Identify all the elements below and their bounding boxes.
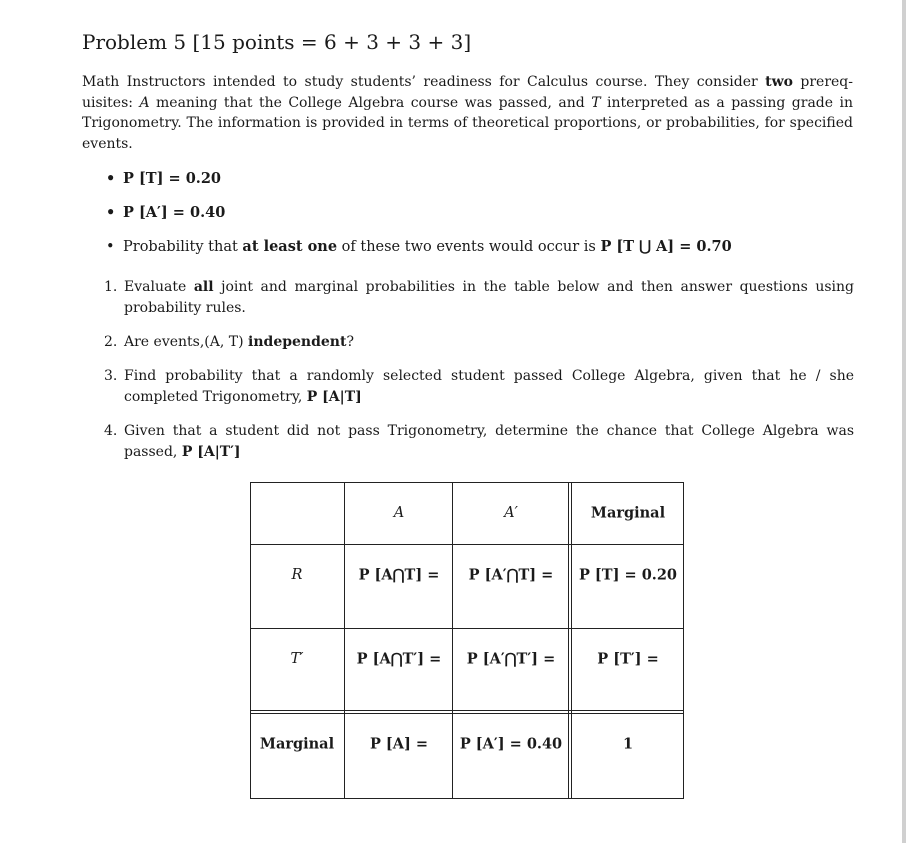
bullet3-text-c: of these two events would occur is bbox=[337, 239, 601, 255]
question-body: Are events,(A, T) independent? bbox=[124, 334, 354, 350]
question-body: Given that a student did not pass Trigonometry, determine the chance that College Algebra was passed, P [A|T′] bbox=[124, 423, 854, 460]
intro-text-4: interpreted as a passing grade in Trigonometry. The information is provided in terms of theoretical proportions, or probabilities, for specified events. bbox=[82, 94, 853, 152]
bullet-p-t: P [T] = 0.20 bbox=[123, 170, 222, 187]
bullet-p-a-complement: P [A′] = 0.40 bbox=[123, 204, 226, 221]
intro-text-2: prereq-uisites: bbox=[82, 74, 853, 111]
intro-bold-two: two bbox=[765, 74, 793, 90]
cell-p-ac-and-tc: P [A′⋂T′] = bbox=[466, 650, 556, 668]
question-number: 4. bbox=[104, 423, 118, 439]
question-2 bbox=[104, 332, 854, 353]
question-body: Evaluate all joint and marginal probabilities in the table below and then answer questions using probability rules. bbox=[124, 279, 854, 316]
cell-p-t: P [T] = 0.20 bbox=[578, 566, 678, 584]
row-label-r: R bbox=[291, 567, 303, 583]
header-a: A bbox=[393, 505, 405, 521]
cell-p-ac-and-t: P [A′⋂T] = bbox=[468, 566, 554, 584]
cell-p-tc: P [T′] = bbox=[597, 650, 659, 668]
question-4 bbox=[104, 421, 854, 463]
row-label-marginal: Marginal bbox=[259, 735, 335, 753]
header-a-complement: A′ bbox=[504, 505, 518, 521]
bullet-item: • Probability that at least one of these two events would occur is P [T ⋃ A] = 0.70 bbox=[106, 238, 732, 255]
bullet3-bold: at least one bbox=[242, 238, 338, 255]
question-body: Find probability that a randomly selected student passed College Algebra, given that he / she completed Trigonometry, P [A|T] bbox=[124, 368, 854, 405]
bullet-item: • P [T] = 0.20 bbox=[106, 170, 222, 187]
bullet3-text-a: Probability that bbox=[123, 239, 243, 255]
page-edge bbox=[902, 0, 906, 843]
header-marginal: Marginal bbox=[590, 504, 666, 522]
intro-var-a: A bbox=[139, 94, 150, 111]
probability-table bbox=[250, 482, 684, 799]
bullet3-formula: P [T ⋃ A] = 0.70 bbox=[600, 238, 732, 255]
bullet-item: • P [A′] = 0.40 bbox=[106, 204, 226, 221]
cell-total: 1 bbox=[622, 735, 634, 753]
cell-p-a: P [A] = bbox=[369, 735, 429, 753]
intro-text-3: meaning that the College Algebra course was passed, and bbox=[149, 94, 592, 111]
cell-p-a-and-tc: P [A⋂T′] = bbox=[356, 650, 442, 668]
cell-p-a-and-t: P [A⋂T] = bbox=[358, 566, 440, 584]
question-1 bbox=[104, 277, 854, 319]
intro-text-1: Math Instructors intended to study students’ readiness for Calculus course. They consider bbox=[82, 74, 766, 90]
question-number: 1. bbox=[104, 279, 118, 295]
row-label-t-complement: T′ bbox=[290, 651, 304, 667]
question-number: 2. bbox=[104, 334, 118, 350]
question-3 bbox=[104, 366, 854, 408]
cell-p-ac: P [A′] = 0.40 bbox=[459, 735, 563, 753]
intro-paragraph bbox=[82, 72, 853, 154]
question-number: 3. bbox=[104, 368, 118, 384]
problem-title: Problem 5 [15 points = 6 + 3 + 3 + 3] bbox=[82, 30, 472, 54]
intro-var-t: T bbox=[591, 94, 601, 111]
